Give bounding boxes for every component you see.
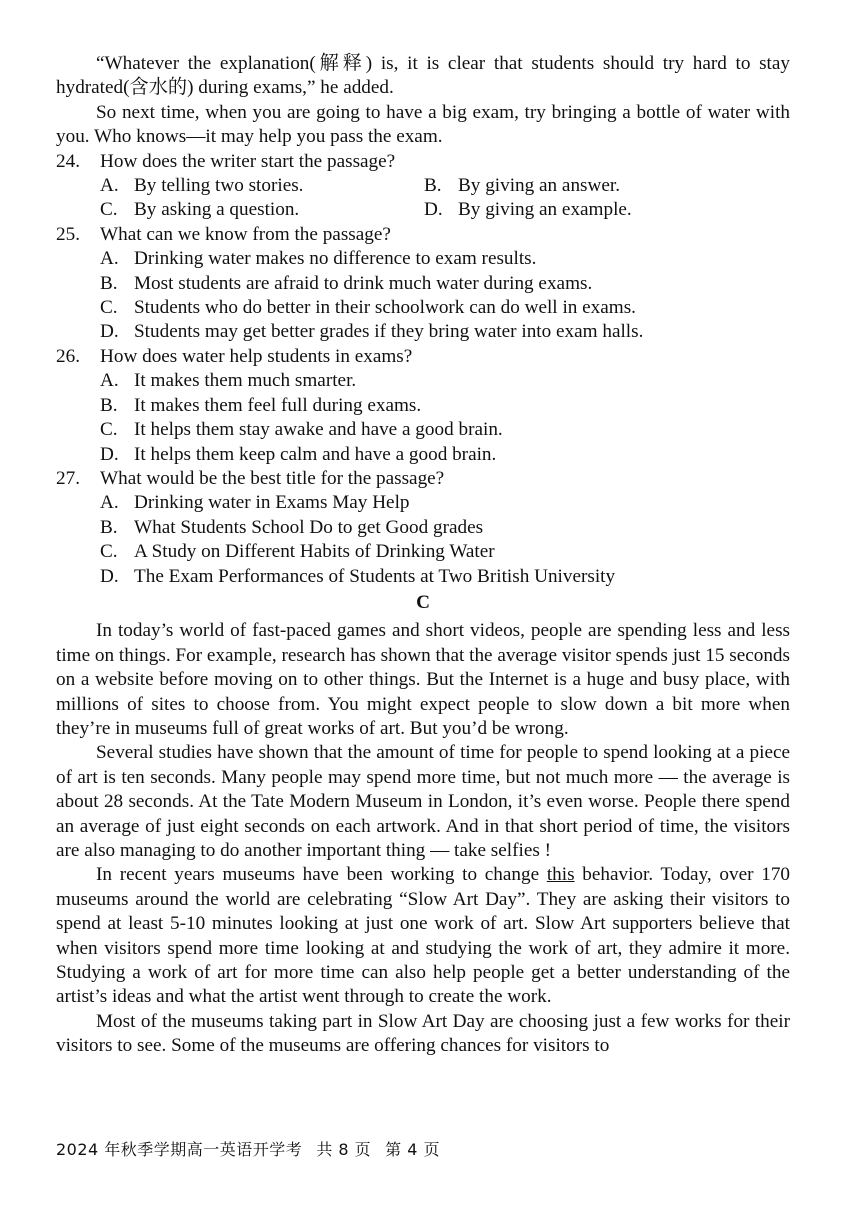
question-text: What would be the best title for the passage? [100, 467, 445, 489]
option-c[interactable]: C. It helps them stay awake and have a good brain. [100, 419, 503, 441]
question-24-options-row-1 [56, 174, 790, 198]
question-number: 26. [56, 345, 80, 367]
option-b[interactable]: B. By giving an answer. [424, 175, 621, 197]
section-c-paragraph-2: Several studies have shown that the amount of time for people to spend looking at a piece of art is ten seconds. Many people may spend more time, but not much more — the average is about 28 seconds. At the Tate Modern Museum in London, it’s even worse. People there spend an average of just eight seconds on each artwork. And in that short period of time, the visitors are also managing to do another important thing — take selfies ! [56, 742, 790, 861]
question-text: What can we know from the passage? [100, 223, 391, 245]
option-a[interactable]: A. It makes them much smarter. [100, 370, 357, 392]
underlined-word-this: this [546, 864, 575, 886]
option-d[interactable]: D. By giving an example. [424, 199, 632, 221]
question-number: 25. [56, 223, 80, 245]
question-number: 24. [56, 150, 80, 172]
option-b[interactable]: B. It makes them feel full during exams. [100, 394, 422, 416]
question-text: How does water help students in exams? [100, 345, 413, 367]
section-c-heading: C [416, 591, 430, 613]
footer-total-pages: 共 8 页 [316, 1140, 372, 1159]
question-25 [56, 223, 790, 247]
question-text: How does the writer start the passage? [100, 150, 396, 172]
passage-b-paragraph-2: So next time, when you are going to have a big exam, try bringing a bottle of water with you. Who knows—it may help you pass the exam. [56, 101, 790, 148]
footer-exam-title: 2024 年秋季学期高一英语开学考 [56, 1140, 303, 1159]
question-26 [56, 345, 790, 369]
section-c-paragraph-1: In today’s world of fast-paced games and short videos, people are spending less and less time on things. For example, research has shown that the average visitor spends just 15 seconds on a website before moving on to other things. But the Internet is a huge and busy place, with millions of sites to choose from. You might expect people to slow down a bit more when they’re in museums full of great works of art. But you’d be wrong. [56, 620, 790, 739]
footer-page-number: 第 4 页 [385, 1140, 441, 1159]
option-c[interactable]: C. A Study on Different Habits of Drinking Water [100, 541, 495, 563]
option-a[interactable]: A. Drinking water makes no difference to exam results. [100, 248, 537, 270]
question-24 [56, 150, 790, 174]
option-c[interactable]: C. By asking a question. [100, 199, 300, 221]
option-d[interactable]: D. The Exam Performances of Students at Two British University [100, 565, 616, 587]
section-c-paragraph-4: Most of the museums taking part in Slow Art Day are choosing just a few works for their visitors to see. Some of the museums are offering chances for visitors to [56, 1010, 790, 1057]
option-b[interactable]: B. What Students School Do to get Good grades [100, 516, 484, 538]
option-a[interactable]: A. Drinking water in Exams May Help [100, 492, 410, 514]
option-c[interactable]: C. Students who do better in their schoolwork can do well in exams. [100, 297, 636, 319]
option-a[interactable]: A. By telling two stories. [100, 175, 304, 197]
option-d[interactable]: D. It helps them keep calm and have a good brain. [100, 443, 497, 465]
section-c-paragraph-3: In recent years museums have been working to change this behavior. Today, over 170 museums around the world are celebrating “Slow Art Day”. They are asking their visitors to spend at least 5-10 minutes looking at just one work of art. Slow Art supporters believe that when visitors spend more time looking at and studying the work of art, they admire it more. Studying a work of art for more time can also help people get a better understanding of the artist’s ideas and what the artist went through to create the work. [56, 864, 791, 1008]
page-footer [56, 1138, 454, 1162]
option-d[interactable]: D. Students may get better grades if they bring water into exam halls. [100, 321, 644, 343]
passage-b-paragraph-1: “Whatever the explanation(解释) is, it is clear that students should try hard to stay hydrated(含水的) during exams,” he added. [56, 53, 790, 99]
question-24-options-row-2 [56, 198, 790, 222]
question-27 [56, 467, 790, 491]
question-number: 27. [56, 467, 80, 489]
option-b[interactable]: B. Most students are afraid to drink much water during exams. [100, 272, 593, 294]
